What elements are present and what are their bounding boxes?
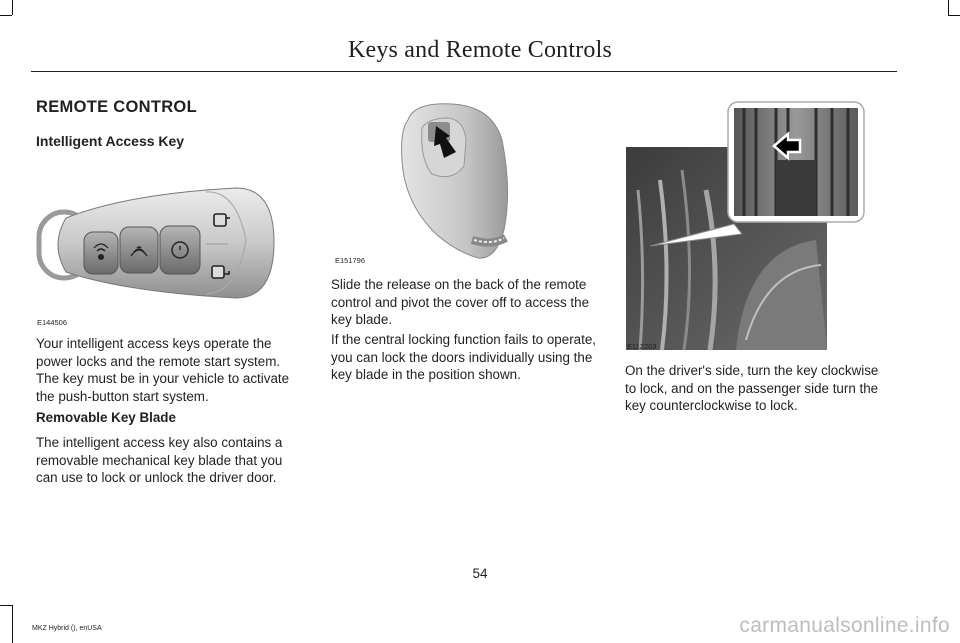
paragraph-key-blade: The intelligent access key also contains a removable mechanical key blade that you can use to lock or unlock the driver door. bbox=[36, 435, 283, 486]
subheading-removable-key-blade: Removable Key Blade bbox=[36, 410, 176, 425]
crop-mark bbox=[948, 15, 960, 16]
paragraph-central-locking: If the central locking function fails to operate, you can lock the doors individually using the key blade in the position shown. bbox=[331, 332, 596, 383]
figure-code: E151796 bbox=[335, 256, 366, 265]
key-fob-back-illustration bbox=[392, 100, 522, 265]
subheading-intelligent-access-key: Intelligent Access Key bbox=[36, 133, 185, 149]
paragraph-turn-key: On the driver's side, turn the key clockwise to lock, and on the passenger side turn the key counterclockwise to lock. bbox=[625, 363, 879, 414]
crop-mark bbox=[0, 605, 12, 606]
intelligent-access-key-illustration bbox=[36, 180, 278, 315]
door-lock-photo bbox=[626, 100, 868, 352]
watermark: carmanualsonline.info bbox=[739, 614, 950, 637]
crop-mark bbox=[0, 15, 12, 16]
page-header-title: Keys and Remote Controls bbox=[347, 37, 613, 63]
crop-mark bbox=[12, 0, 13, 15]
footer-edition: MKZ Hybrid (), enUSA bbox=[32, 625, 102, 632]
section-heading: REMOTE CONTROL bbox=[36, 98, 197, 116]
paragraph-slide-release: Slide the release on the back of the remote control and pivot the cover off to access the key blade. bbox=[331, 277, 590, 328]
figure-code: E144506 bbox=[37, 318, 68, 327]
header-divider bbox=[31, 71, 897, 72]
crop-mark bbox=[12, 605, 13, 643]
paragraph-intelligent-access: Your intelligent access keys operate the power locks and the remote start system. The key must be in your vehicle to activate the push-button start system. bbox=[36, 336, 290, 404]
page-number: 54 bbox=[472, 566, 488, 581]
figure-code: E112203 bbox=[627, 342, 657, 351]
crop-mark bbox=[948, 0, 949, 15]
